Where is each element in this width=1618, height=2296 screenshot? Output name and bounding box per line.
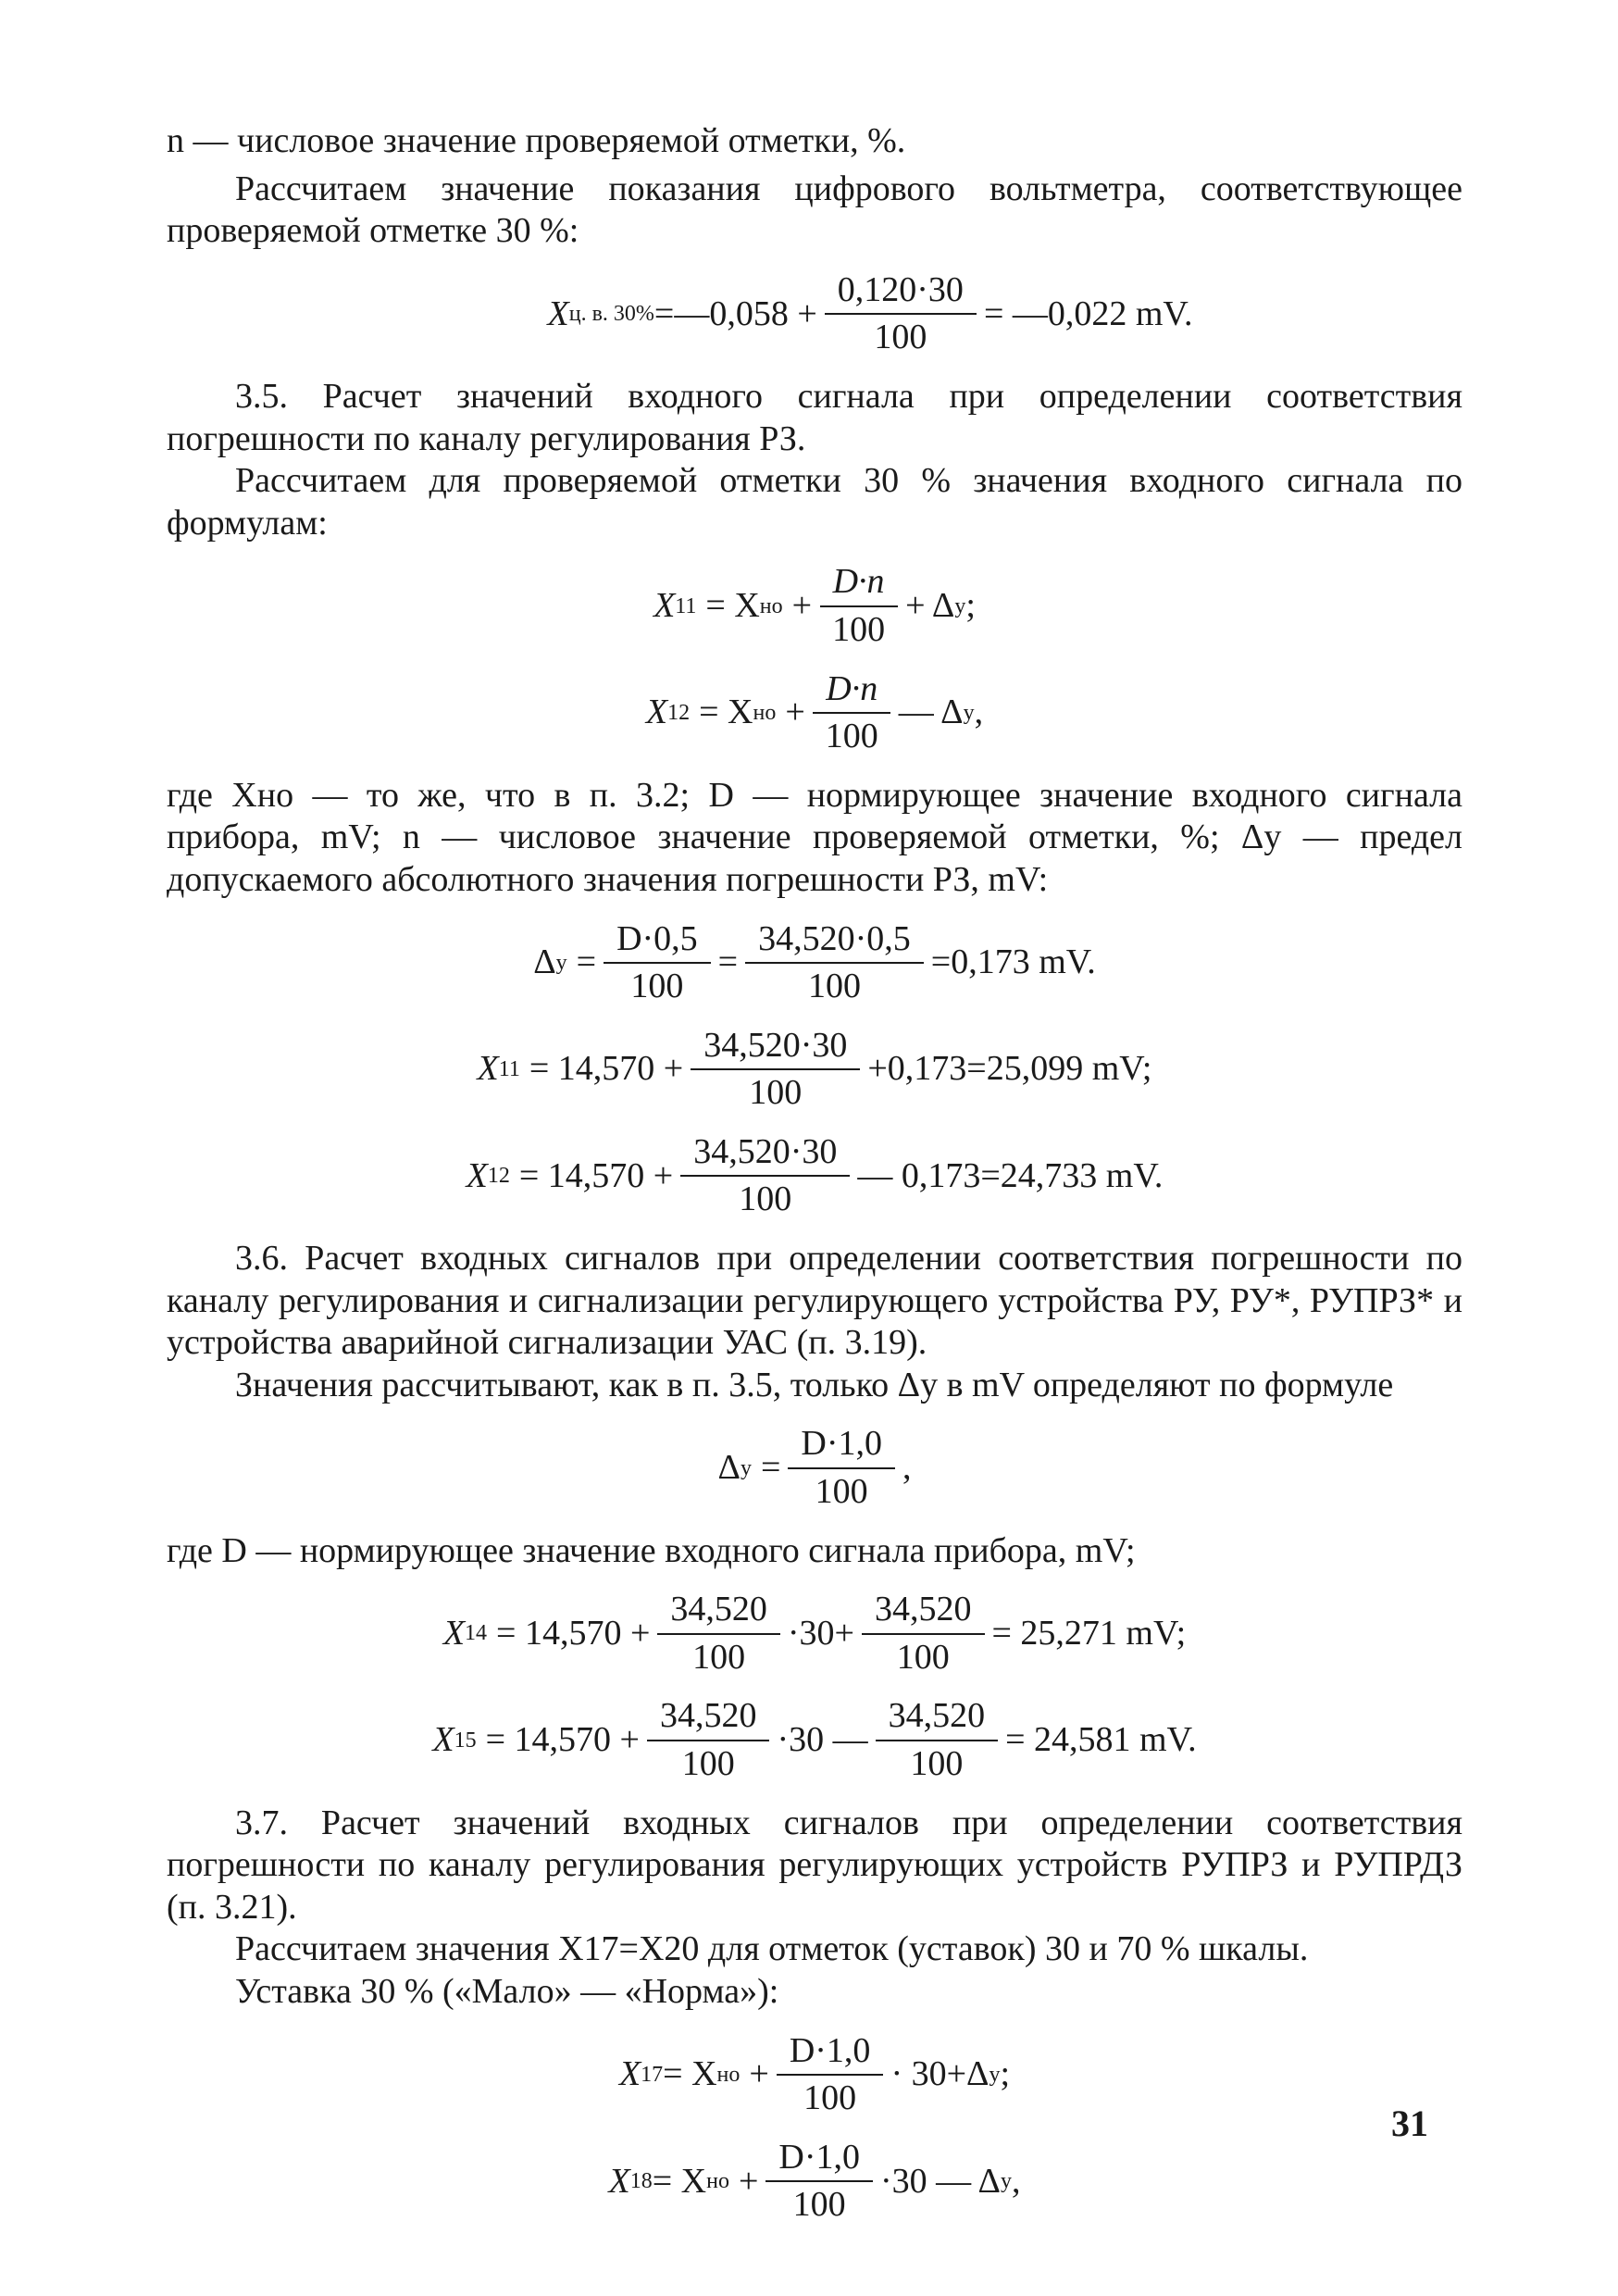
equation-delta: Δ у = $\frac{D\cdot 0,5}{100}$ = $\frac{34,520\cdot 0,5}{100}$ =0,173 mV. <box>167 918 1462 1008</box>
paragraph: Рассчитаем для проверяемой отметки 30 % значения входного сигнала по формулам: <box>167 461 1462 543</box>
fraction: $\frac{D\cdot 1,0}{100}$ <box>765 2137 873 2227</box>
section-3-7: 3.7. Расчет значений входных сигналов при определении соответствия погрешности по каналу регулирования регулирующих устройств РУПРЗ и РУПРДЗ (п. 3.21). <box>167 1803 1462 1927</box>
eq-symbol: X <box>547 293 569 333</box>
equation-x17: X 17 = X но + $\frac{D\cdot 1,0}{100}$ · 30+Δ у ; <box>167 2030 1462 2120</box>
equation-x14: X 14 = 14,570 + $\frac{34,520}{100}$ ·30+ $\frac{34,520}{100}$ = 25,271 mV; <box>167 1589 1462 1678</box>
text-line: n — числовое значение проверяемой отметки, %. <box>167 121 906 160</box>
paragraph-where: где Xно — то же, что в п. 3.2; D — нормирующее значение входного сигнала прибора, mV; n — числовое значение проверяемой отметки, %; Δу — предел допускаемого абсолютного значения погрешности РЗ, mV: <box>167 775 1462 899</box>
fraction: $\frac{34,520}{100}$ <box>657 1589 780 1678</box>
fraction: $\frac{34,520\cdot 0,5}{100}$ <box>745 918 924 1008</box>
paragraph: Уставка 30 % («Мало» — «Норма»): <box>235 1971 779 2011</box>
equation-x12: X 12 = X но + $\frac{D\cdot n}{100}$ — Δ у , <box>167 668 1462 758</box>
page-body <box>167 120 1462 2243</box>
equation-voltmeter <box>167 269 1462 359</box>
fraction: $\frac{D\cdot 0,5}{100}$ <box>604 918 711 1008</box>
fraction: $\frac{34,520}{100}$ <box>647 1695 770 1785</box>
section-3-5: 3.5. Расчет значений входного сигнала при определении соответствия погрешности по каналу регулирования РЗ. <box>167 376 1462 458</box>
paragraph: Рассчитаем значение показания цифрового вольтметра, соответствующее проверяемой отметке 30 %: <box>167 168 1462 251</box>
section-3-6: 3.6. Расчет входных сигналов при определении соответствия погрешности по каналу регулирования и сигнализации регулирующего устройства РУ, РУ*, РУПРЗ* и устройства аварийной сигнализации УАС (п. 3.19). <box>167 1239 1462 1363</box>
fraction: $\frac{34,520\cdot 30}{100}$ <box>680 1131 850 1221</box>
eq-text: =—0,058 + <box>653 293 817 333</box>
fraction: $\frac{0,120\cdot 30}{100}$ <box>825 269 977 359</box>
fraction: $\frac{D\cdot n}{100}$ <box>819 561 898 651</box>
equation-x12-value: X 12 = 14,570 + $\frac{34,520\cdot 30}{100}$ — 0,173=24,733 mV. <box>167 1131 1462 1221</box>
fraction: $\frac{34,520}{100}$ <box>862 1589 985 1678</box>
fraction: $\frac{34,520\cdot 30}{100}$ <box>691 1025 860 1115</box>
eq-text: = —0,022 mV. <box>983 293 1193 333</box>
fraction: $\frac{34,520}{100}$ <box>876 1695 999 1785</box>
eq-subscript: ц. в. 30% <box>568 301 654 326</box>
equation-x18: X 18 = X но + $\frac{D\cdot 1,0}{100}$ ·30 — Δ у , <box>167 2137 1462 2227</box>
equation-x15: X 15 = 14,570 + $\frac{34,520}{100}$ ·30 — $\frac{34,520}{100}$ = 24,581 mV. <box>167 1695 1462 1785</box>
page-number: 31 <box>1391 2103 1428 2144</box>
equation-x11-value: X 11 = 14,570 + $\frac{34,520\cdot 30}{100}$ +0,173=25,099 mV; <box>167 1025 1462 1115</box>
fraction: $\frac{D\cdot n}{100}$ <box>813 668 891 758</box>
paragraph: Рассчитаем значения X17=X20 для отметок (уставок) 30 и 70 % шкалы. <box>235 1929 1309 1969</box>
fraction: $\frac{D\cdot 1,0}{100}$ <box>788 1423 895 1513</box>
paragraph: Значения рассчитывают, как в п. 3.5, только Δу в mV определяют по формуле <box>235 1365 1394 1404</box>
equation-x11: X 11 = X но + $\frac{D\cdot n}{100}$ + Δ у ; <box>167 561 1462 651</box>
equation-delta-1: Δ у = $\frac{D\cdot 1,0}{100}$ , <box>167 1423 1462 1513</box>
paragraph-where: где D — нормирующее значение входного сигнала прибора, mV; <box>167 1530 1136 1570</box>
fraction: $\frac{D\cdot 1,0}{100}$ <box>777 2030 884 2120</box>
